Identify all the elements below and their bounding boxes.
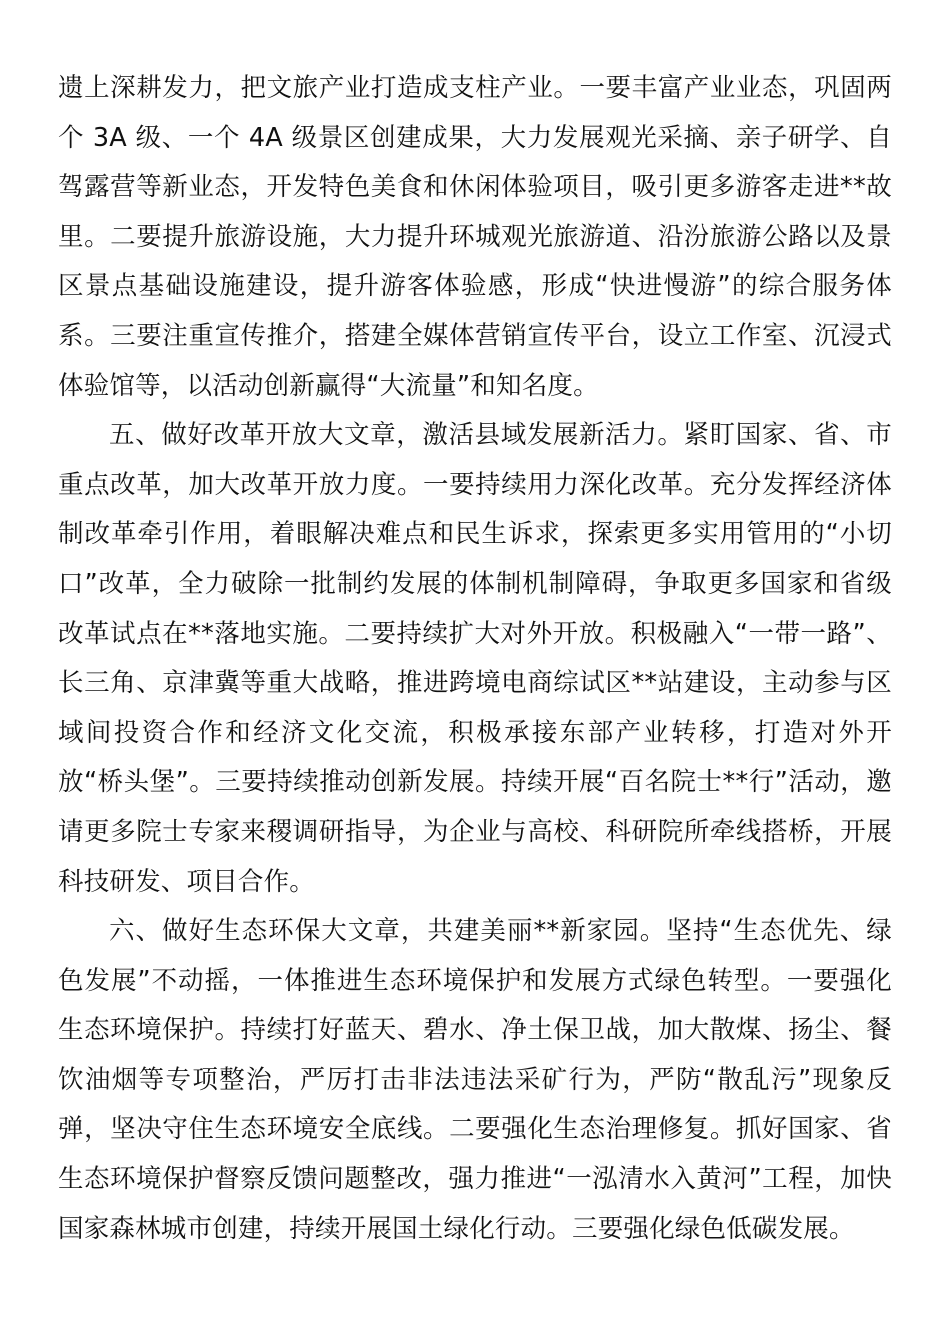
paragraph-text: 遗上深耕发力，把文旅产业打造成支柱产业。一要丰富产业业态，巩固两个 3A 级、一个 4A 级景区创建成果，大力发展观光采摘、亲子研学、自驾露营等新业态，开发特色美食和休闲体验项目，吸引更多游客走进**故里。二要提升旅游设施，大力提升环城观光旅游道、沿汾旅游公路以及景区景点基础设施建设，提升游客体验感，形成“快进慢游”的综合服务体系。三要注重宣传推介，搭建全媒体营销宣传平台，设立工作室、沉浸式体验馆等，以活动创新赢得“大流量”和知名度。 xyxy=(58,73,892,401)
paragraph-continuation xyxy=(58,64,892,411)
document-page xyxy=(58,64,892,1254)
paragraph-text: 坚持“生态优先、绿色发展”不动摇，一体推进生态环境保护和发展方式绿色转型。一要强化生态环境保护。持续打好蓝天、碧水、净土保卫战，加大散煤、扬尘、餐饮油烟等专项整治，严厉打击非法违法采矿行为，严防“散乱污”现象反弹，坚决守住生态环境安全底线。二要强化生态治理修复。抓好国家、省生态环境保护督察反馈问题整改，强力推进“一泓清水入黄河”工程，加快国家森林城市创建，持续开展国土绿化行动。三要强化绿色低碳发展。 xyxy=(58,916,892,1244)
paragraph-section-five xyxy=(58,411,892,907)
paragraph-text: 紧盯国家、省、市重点改革，加大改革开放力度。一要持续用力深化改革。充分发挥经济体制改革牵引作用，着眼解决难点和民生诉求，探索更多实用管用的“小切口”改革，全力破除一批制约发展的体制机制障碍，争取更多国家和省级改革试点在**落地实施。二要持续扩大对外开放。积极融入“一带一路”、长三角、京津冀等重大战略，推进跨境电商综试区**站建设，主动参与区域间投资合作和经济文化交流，积极承接东部产业转移，打造对外开放“桥头堡”。三要持续推动创新发展。持续开展“百名院士**行”活动，邀请更多院士专家来稷调研指导，为企业与高校、科研院所牵线搭桥，开展科技研发、项目合作。 xyxy=(58,420,892,897)
paragraph-lead: 六、做好生态环保大文章，共建美丽**新家园。 xyxy=(109,916,667,947)
paragraph-lead: 五、做好改革开放大文章，激活县域发展新活力。 xyxy=(109,420,684,451)
paragraph-section-six xyxy=(58,907,892,1254)
